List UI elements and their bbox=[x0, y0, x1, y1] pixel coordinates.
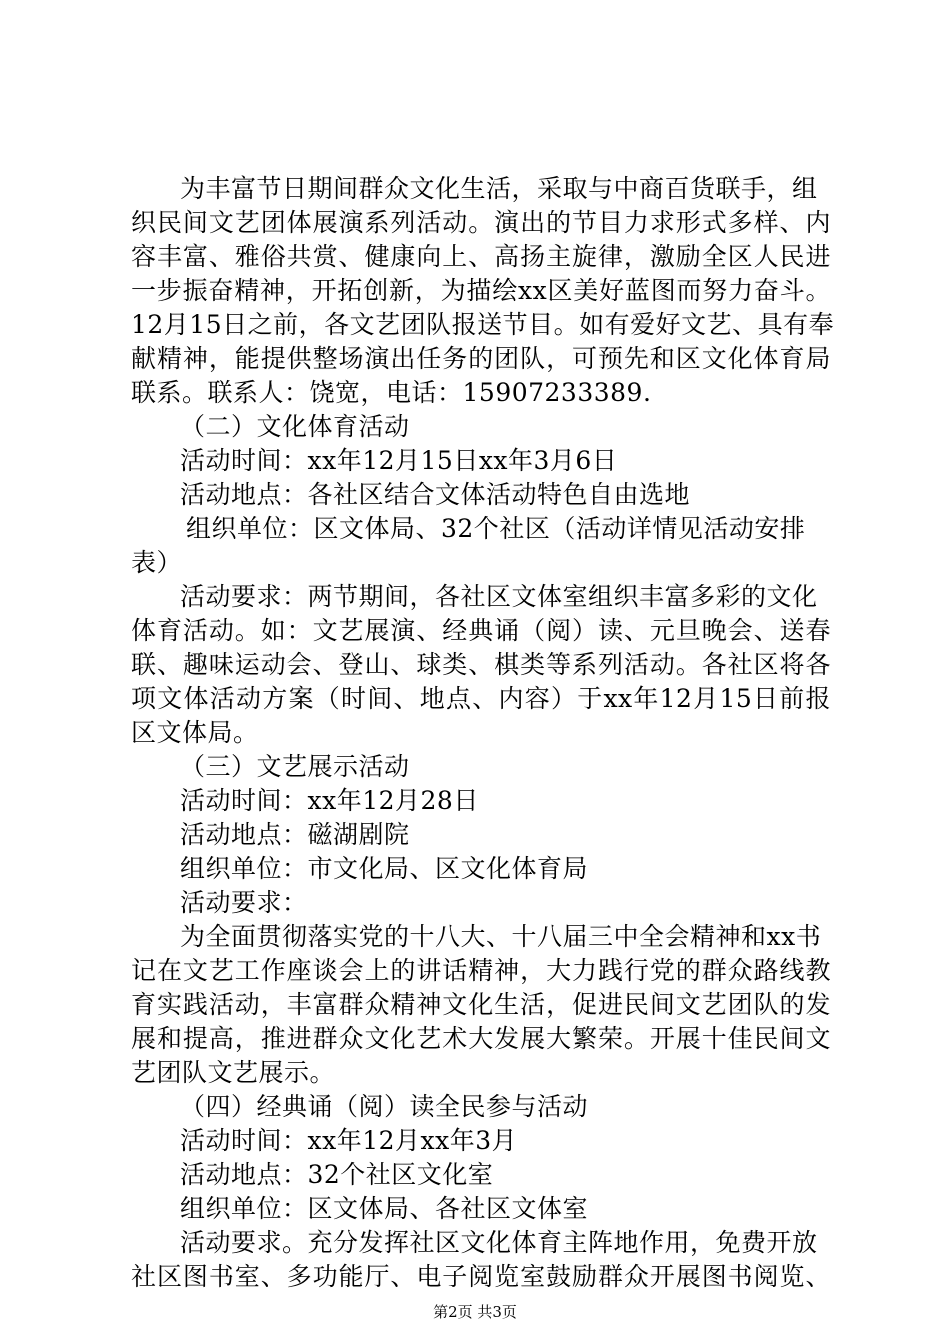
paragraph-line: 联、趣味运动会、登山、球类、棋类等系列活动。各社区将各 bbox=[131, 650, 831, 679]
page-footer: 第2页 共3页 bbox=[433, 1303, 517, 1321]
paragraph-line: 展和提高，推进群众文化艺术大发展大繁荣。开展十佳民间文 bbox=[131, 1024, 831, 1053]
paragraph-line: 记在文艺工作座谈会上的讲话精神，大力践行党的群众路线教 bbox=[131, 956, 831, 985]
paragraph-line: 组织单位：区文体局、32个社区（活动详情见活动安排 bbox=[186, 514, 806, 543]
paragraph-line: 组织单位：区文体局、各社区文体室 bbox=[180, 1194, 589, 1223]
paragraph-line: 育实践活动，丰富群众精神文化生活，促进民间文艺团队的发 bbox=[131, 990, 831, 1019]
paragraph-line: 一步振奋精神，开拓创新，为描绘xx区美好蓝图而努力奋斗。 bbox=[131, 276, 831, 305]
paragraph-line: 活动地点：32个社区文化室 bbox=[180, 1160, 494, 1189]
paragraph-line: 联系。联系人：饶宽，电话：15907233389. bbox=[131, 378, 652, 407]
paragraph-line: 组织单位：市文化局、区文化体育局 bbox=[180, 854, 589, 883]
paragraph-line: 织民间文艺团体展演系列活动。演出的节目力求形式多样、内 bbox=[131, 208, 831, 237]
paragraph-line: 活动要求： bbox=[180, 888, 308, 917]
paragraph-line: 献精神，能提供整场演出任务的团队，可预先和区文化体育局 bbox=[131, 344, 831, 373]
paragraph-line: 活动时间：xx年12月15日xx年3月6日 bbox=[180, 446, 618, 475]
paragraph-line: 活动时间：xx年12月28日 bbox=[180, 786, 479, 815]
paragraph-line: 活动要求：两节期间，各社区文体室组织丰富多彩的文化 bbox=[180, 582, 818, 611]
paragraph-line: 社区图书室、多功能厅、电子阅览室鼓励群众开展图书阅览、 bbox=[131, 1262, 831, 1291]
section-heading: （四）经典诵（阅）读全民参与活动 bbox=[180, 1092, 589, 1121]
section-heading: （三）文艺展示活动 bbox=[180, 752, 410, 781]
paragraph-line: 容丰富、雅俗共赏、健康向上、高扬主旋律，激励全区人民进 bbox=[131, 242, 831, 271]
paragraph-line: 活动地点：各社区结合文体活动特色自由选地 bbox=[180, 480, 691, 509]
paragraph-line: 活动时间：xx年12月xx年3月 bbox=[180, 1126, 518, 1155]
paragraph-line: 为丰富节日期间群众文化生活，采取与中商百货联手，组 bbox=[180, 174, 818, 203]
paragraph-line: 12月15日之前，各文艺团队报送节目。如有爱好文艺、具有奉 bbox=[131, 310, 835, 339]
paragraph-line: 项文体活动方案（时间、地点、内容）于xx年12月15日前报 bbox=[131, 684, 831, 713]
section-heading: （二）文化体育活动 bbox=[180, 412, 410, 441]
paragraph-line: 活动要求。充分发挥社区文化体育主阵地作用，免费开放 bbox=[180, 1228, 818, 1257]
paragraph-line: 为全面贯彻落实党的十八大、十八届三中全会精神和xx书 bbox=[180, 922, 822, 951]
paragraph-line: 体育活动。如：文艺展演、经典诵（阅）读、元旦晚会、送春 bbox=[131, 616, 831, 645]
paragraph-line: 活动地点：磁湖剧院 bbox=[180, 820, 410, 849]
paragraph-line: 区文体局。 bbox=[131, 718, 259, 747]
paragraph-line: 表） bbox=[131, 548, 183, 577]
paragraph-line: 艺团队文艺展示。 bbox=[131, 1058, 336, 1087]
